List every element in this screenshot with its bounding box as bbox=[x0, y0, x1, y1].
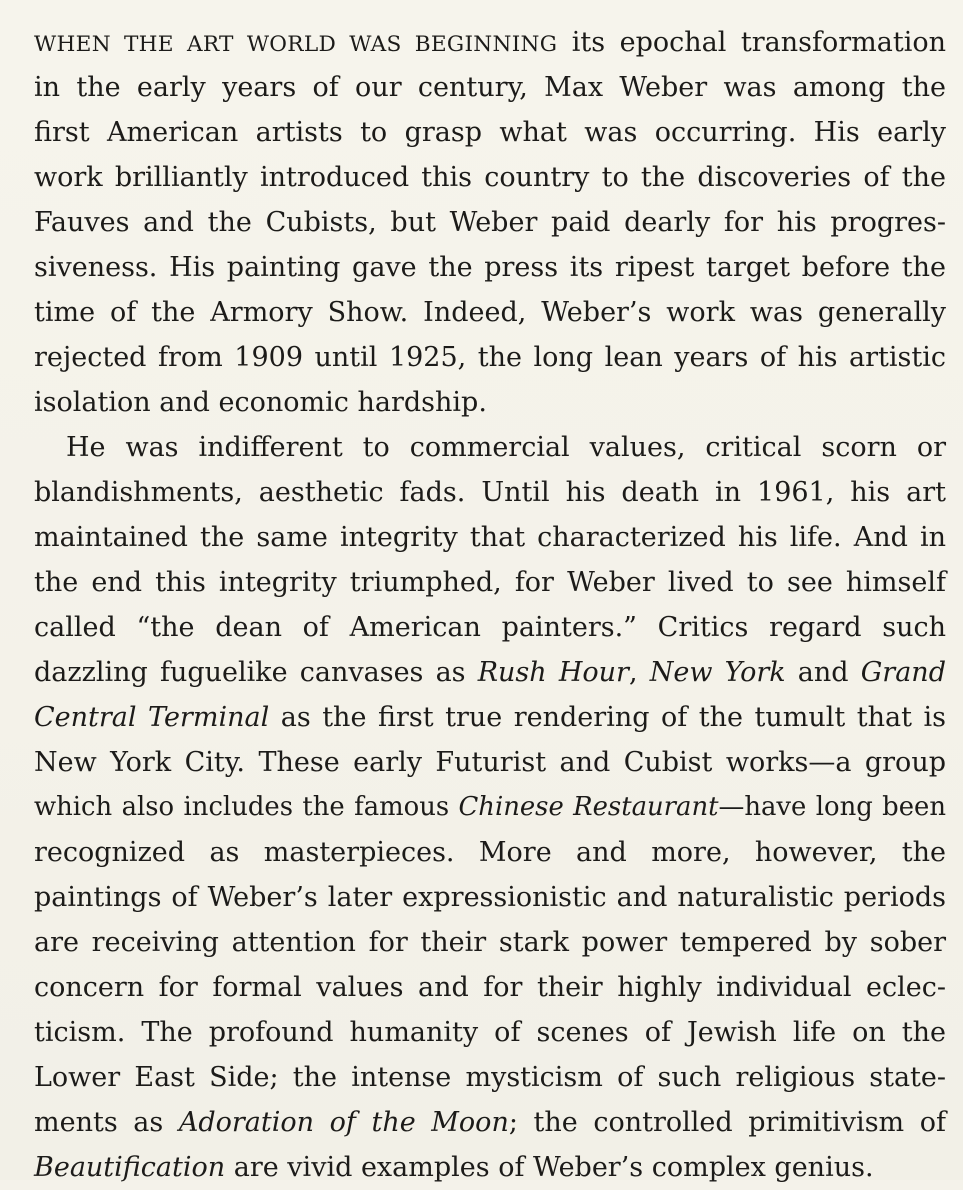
text-run: He was indifferent to commercial values, critical scorn or bbox=[66, 432, 946, 463]
text-run: which also includes the famous bbox=[34, 792, 459, 822]
text-run: concern for formal values and for their highly individual eclec- bbox=[34, 972, 946, 1003]
line-3 bbox=[34, 110, 946, 155]
line-20 bbox=[34, 875, 946, 920]
line-7 bbox=[34, 290, 946, 335]
line-4 bbox=[34, 155, 946, 200]
line-23 bbox=[34, 1010, 946, 1055]
artwork-title: Rush Hour bbox=[477, 657, 629, 688]
text-run: first American artists to grasp what was occurring. His early bbox=[34, 117, 946, 148]
text-run: in the early years of our century, Max Weber was among the bbox=[34, 72, 946, 103]
text-run: the end this integrity triumphed, for Weber lived to see himself bbox=[34, 567, 946, 598]
line-24 bbox=[34, 1055, 946, 1100]
text-run: , bbox=[628, 657, 650, 688]
text-run: its epochal transformation bbox=[571, 27, 946, 58]
text-run: are receiving attention for their stark power tempered by sober bbox=[34, 927, 946, 958]
text-run: isolation and economic hardship. bbox=[34, 387, 487, 418]
text-run: ments as bbox=[34, 1107, 179, 1138]
line-6 bbox=[34, 245, 946, 290]
line-25 bbox=[34, 1100, 946, 1145]
line-21 bbox=[34, 920, 946, 965]
text-run: rejected from 1909 until 1925, the long lean years of his artistic bbox=[34, 342, 946, 373]
text-run: Fauves and the Cubists, but Weber paid dearly for his progres- bbox=[34, 207, 946, 238]
line-2 bbox=[34, 65, 946, 110]
artwork-title: Adoration of the Moon bbox=[178, 1107, 509, 1138]
text-run: ; the controlled primitivism of bbox=[508, 1107, 946, 1138]
artwork-title: Chinese Restaurant bbox=[458, 792, 719, 822]
text-run: time of the Armory Show. Indeed, Weber’s work was generally bbox=[34, 297, 946, 328]
text-run: dazzling fuguelike canvases as bbox=[34, 657, 478, 688]
text-run: and bbox=[785, 657, 861, 688]
text-run: blandishments, aesthetic fads. Until his death in 1961, his art bbox=[34, 477, 946, 508]
line-19 bbox=[34, 830, 946, 875]
lead-in-small-caps: WHEN THE ART WORLD WAS BEGINNING bbox=[34, 32, 558, 57]
text-block bbox=[34, 20, 946, 1190]
line-17 bbox=[34, 740, 946, 785]
line-15 bbox=[34, 650, 946, 695]
line-10 bbox=[34, 425, 946, 470]
line-1 bbox=[34, 20, 946, 65]
line-11 bbox=[34, 470, 946, 515]
text-run: siveness. His painting gave the press its ripest target before the bbox=[34, 252, 946, 283]
text-run: ticism. The profound humanity of scenes of Jewish life on the bbox=[34, 1017, 946, 1048]
text-run: Lower East Side; the intense mysticism of such religious state- bbox=[34, 1062, 946, 1093]
artwork-title: Central Terminal bbox=[34, 702, 270, 733]
line-14 bbox=[34, 605, 946, 650]
line-9 bbox=[34, 380, 946, 425]
text-run: —have long been bbox=[718, 792, 946, 822]
line-8 bbox=[34, 335, 946, 380]
line-5 bbox=[34, 200, 946, 245]
line-22 bbox=[34, 965, 946, 1010]
text-run: called “the dean of American painters.” Critics regard such bbox=[34, 612, 946, 643]
line-12 bbox=[34, 515, 946, 560]
artwork-title: New York bbox=[649, 657, 786, 688]
line-26 bbox=[34, 1145, 946, 1190]
artwork-title: Grand bbox=[860, 657, 946, 688]
text-run: maintained the same integrity that characterized his life. And in bbox=[34, 522, 946, 553]
text-run: work brilliantly introduced this country to the discoveries of the bbox=[34, 162, 946, 193]
line-18 bbox=[34, 785, 946, 830]
line-13 bbox=[34, 560, 946, 605]
text-run: recognized as masterpieces. More and more, however, the bbox=[34, 837, 946, 868]
line-16 bbox=[34, 695, 946, 740]
text-run: as the first true rendering of the tumult that is bbox=[269, 702, 946, 733]
text-run: paintings of Weber’s later expressionistic and naturalistic periods bbox=[34, 882, 946, 913]
text-run: are vivid examples of Weber’s complex genius. bbox=[225, 1152, 874, 1183]
text-run: New York City. These early Futurist and Cubist works—a group bbox=[34, 747, 946, 778]
artwork-title: Beautification bbox=[34, 1152, 226, 1183]
